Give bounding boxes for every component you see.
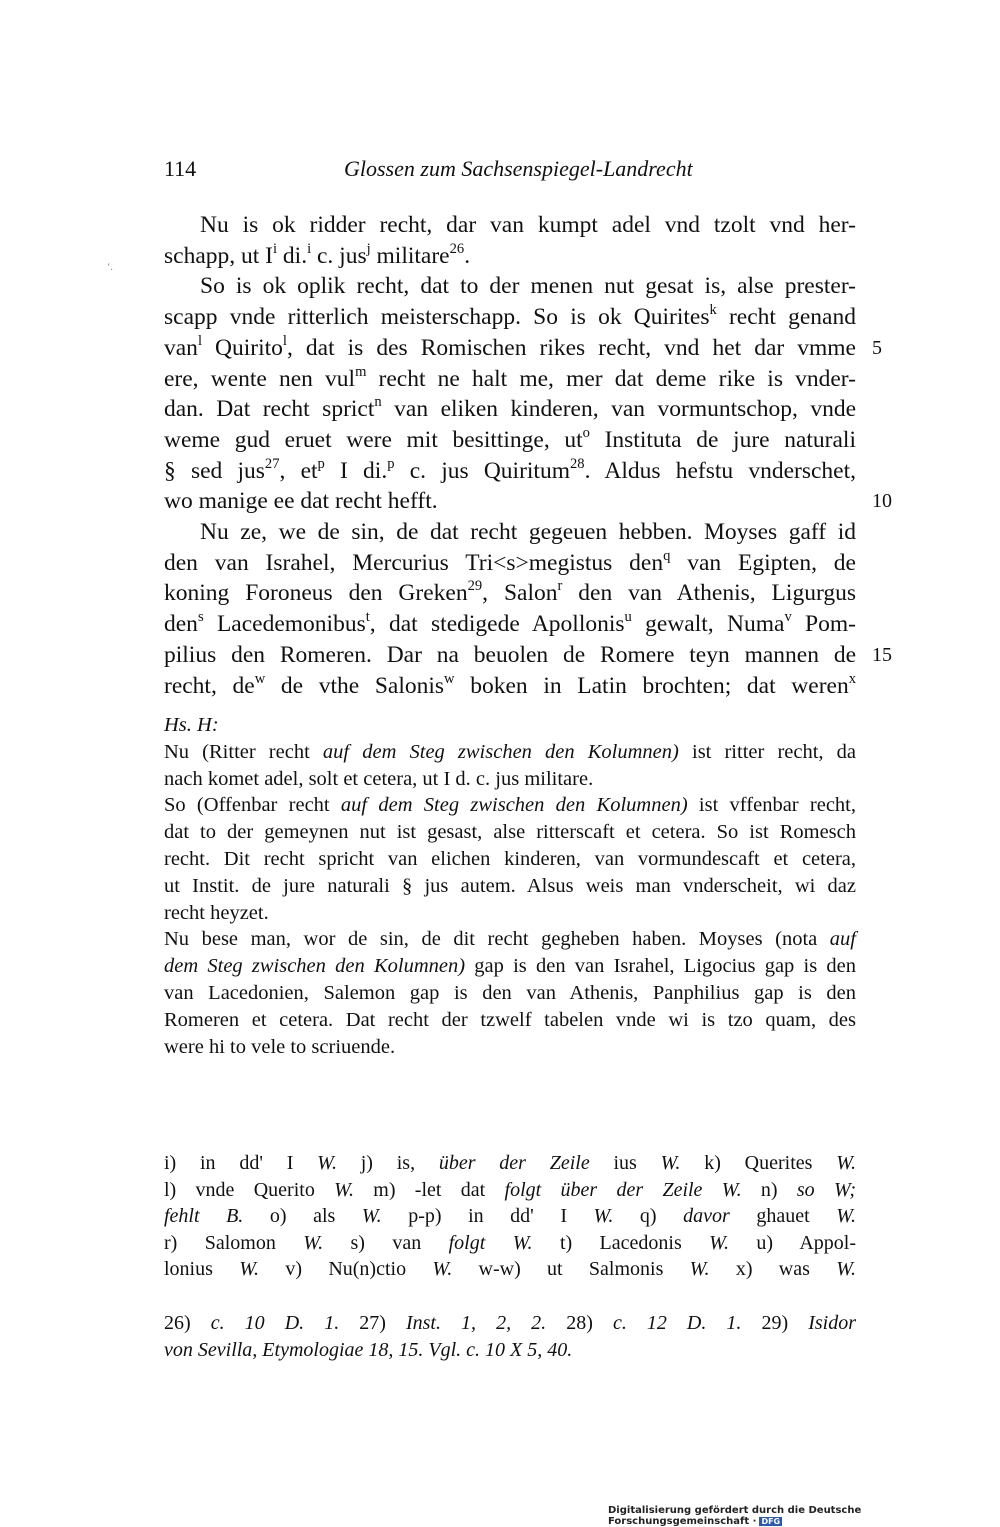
footnote: v) Nu(n)ctio W. xyxy=(285,1258,453,1280)
footnote: q) davor ghauet W. xyxy=(639,1205,857,1227)
footnote: i) in dd' I W. xyxy=(164,1152,337,1174)
text-line: recht, $de^w$ de vthe Salonis$^w$ boken in Latin brochten; dat weren$^x$ xyxy=(164,670,856,699)
text-line: van$^l$ Quirito$^l$, dat is des Romischen rikes recht, vnd het dar vmme 5 xyxy=(164,333,856,364)
source-note: 28) c. 12 D. 1. xyxy=(566,1312,742,1334)
margin-mark: ‘. xyxy=(107,262,113,273)
text-line: Nu ze, we de sin, de dat recht gegeuen hebben. Moyses gaff id xyxy=(200,519,856,546)
footnote: r) Salomon W. xyxy=(164,1231,324,1254)
footnote-line xyxy=(164,1230,856,1257)
source-note: 29) Isidor xyxy=(761,1312,856,1334)
text-line: wo manige ee dat recht hefft. 10 xyxy=(164,486,856,517)
text-line: van Lacedonien, Salemon gap is den van Athenis, Panphilius gap is den xyxy=(164,981,856,1004)
footnote-line xyxy=(164,1256,856,1283)
page-number: 114 xyxy=(164,156,197,181)
source-notes xyxy=(164,1310,856,1363)
text-line: ere, wente nen vul$^m$ recht ne halt me, mer dat deme rike is vnder- xyxy=(164,363,856,392)
text-line: § sed jus$^{27}$, $et^p$ I di.$^p$ c. jus Quiritum$^{28}$. Aldus hefstu vnderschet, xyxy=(164,455,856,484)
footnote: w-w) ut Salmonis W. xyxy=(478,1258,710,1280)
text-line: So is ok oplik recht, dat to der menen nut gesat is, alse prester- xyxy=(200,273,856,300)
text-line: weme gud eruet were mit besittinge, $ut^o$ Instituta de jure naturali xyxy=(164,424,856,453)
footnote-line: von Sevilla, Etymologiae 18, 15. Vgl. c. 10 X 5, 40. xyxy=(164,1338,573,1361)
digitization-credit: Digitalisierung gefördert durch die Deutsche Forschungsgemeinschaft · DFG xyxy=(608,1505,862,1527)
footnote: l) vnde Querito W. xyxy=(164,1178,354,1201)
footnote: o) als W. xyxy=(269,1205,382,1227)
text-line: Nu bese man, wor de sin, de dit recht gegheben haben. Moyses (nota auf xyxy=(164,928,856,951)
critical-apparatus xyxy=(164,1150,856,1283)
text-line: Nu (Ritter recht auf dem Steg zwischen den Kolumnen) ist ritter recht, da xyxy=(164,740,857,763)
text-line: pilius den Romeren. Dar na beuolen de Romere teyn mannen de 15 xyxy=(164,640,856,671)
text-line: recht. Dit recht spricht van elichen kinderen, van vormundescaft et cetera, xyxy=(164,847,856,870)
main-text xyxy=(164,210,892,701)
text-line: Nu is ok ridder recht, dar van kumpt adel vnd tzolt vnd her- xyxy=(200,212,856,238)
text-line: Romeren et cetera. Dat recht der tzwelf tabelen vnde wi is tzo quam, des xyxy=(164,1008,856,1031)
text-line: schapp, ut $I^i$ di.$^i$ c. jus$^j$ militare$^{26}$. xyxy=(164,240,471,269)
footnote: s) van folgt W. xyxy=(350,1231,533,1254)
footnote-line xyxy=(164,1150,856,1177)
text-line: nach komet adel, solt et cetera, ut I d. c. jus militare. xyxy=(164,767,594,790)
text-line: koning Foroneus den Greken$^{29}$, Salon$^r$ den van Athenis, Ligurgus xyxy=(164,578,856,607)
manuscript-variant xyxy=(164,712,856,1060)
dfg-logo-icon: DFG xyxy=(761,1517,781,1526)
footnote: k) Querites W. xyxy=(704,1152,857,1174)
text-line: dan. Dat recht sprict$^n$ van eliken kinderen, van vormuntschop, vnde xyxy=(164,394,856,423)
text-line: were hi to vele to scriuende. xyxy=(164,1035,396,1058)
text-line: den van Israhel, Mercurius Tri<s>megistus den$^q$ van Egipten, de xyxy=(164,547,856,576)
text-line: den$^s$ Lacedemonibus$^t$, dat stedigede Apollonis$^u$ gewalt, Numa$^v$ Pom- xyxy=(164,608,856,638)
footnote: j) is, über der Zeile ius W. xyxy=(360,1152,681,1174)
footnote-line xyxy=(164,1177,856,1204)
variant-heading: Hs. H: xyxy=(164,714,219,736)
running-title: Glossen zum Sachsenspiegel-Landrecht xyxy=(344,156,693,181)
footnote-line xyxy=(164,1310,856,1337)
line-number: 5 xyxy=(872,336,882,359)
text-line: recht heyzet. xyxy=(164,901,269,924)
text-line: ut Instit. de jure naturali § jus autem. Alsus weis man vnderscheit, wi daz xyxy=(164,874,856,897)
source-note: 26) c. 10 D. 1. xyxy=(164,1312,340,1334)
text-line: So (Offenbar recht auf dem Steg zwischen den Kolumnen) ist vffenbar recht, xyxy=(164,794,856,817)
footnote: lonius W. xyxy=(164,1258,260,1280)
footnote: n) so W; xyxy=(760,1178,856,1201)
source-note: 27) Inst. 1, 2, 2. xyxy=(359,1312,547,1334)
footnote: t) Lacedonis W. xyxy=(559,1231,729,1254)
footnote-line xyxy=(164,1203,856,1230)
footnote: u) Appol- xyxy=(756,1231,857,1254)
footnote: fehlt B. xyxy=(164,1205,244,1227)
footnote: m) -let dat folgt über der Zeile W. xyxy=(373,1178,742,1201)
text-line: scapp vnde ritterlich meisterschapp. So is ok Quirites$^k$ recht genand xyxy=(164,301,856,331)
line-number: 10 xyxy=(872,490,892,513)
text-line: dem Steg zwischen den Kolumnen) gap is den van Israhel, Ligocius gap is den xyxy=(164,955,856,978)
footnote: x) was W. xyxy=(735,1258,857,1280)
footnote: p-p) in dd' I W. xyxy=(408,1205,614,1227)
line-number: 15 xyxy=(872,643,892,666)
text-line: dat to der gemeynen nut ist gesast, alse ritterscaft et cetera. So ist Romesch xyxy=(164,821,856,844)
